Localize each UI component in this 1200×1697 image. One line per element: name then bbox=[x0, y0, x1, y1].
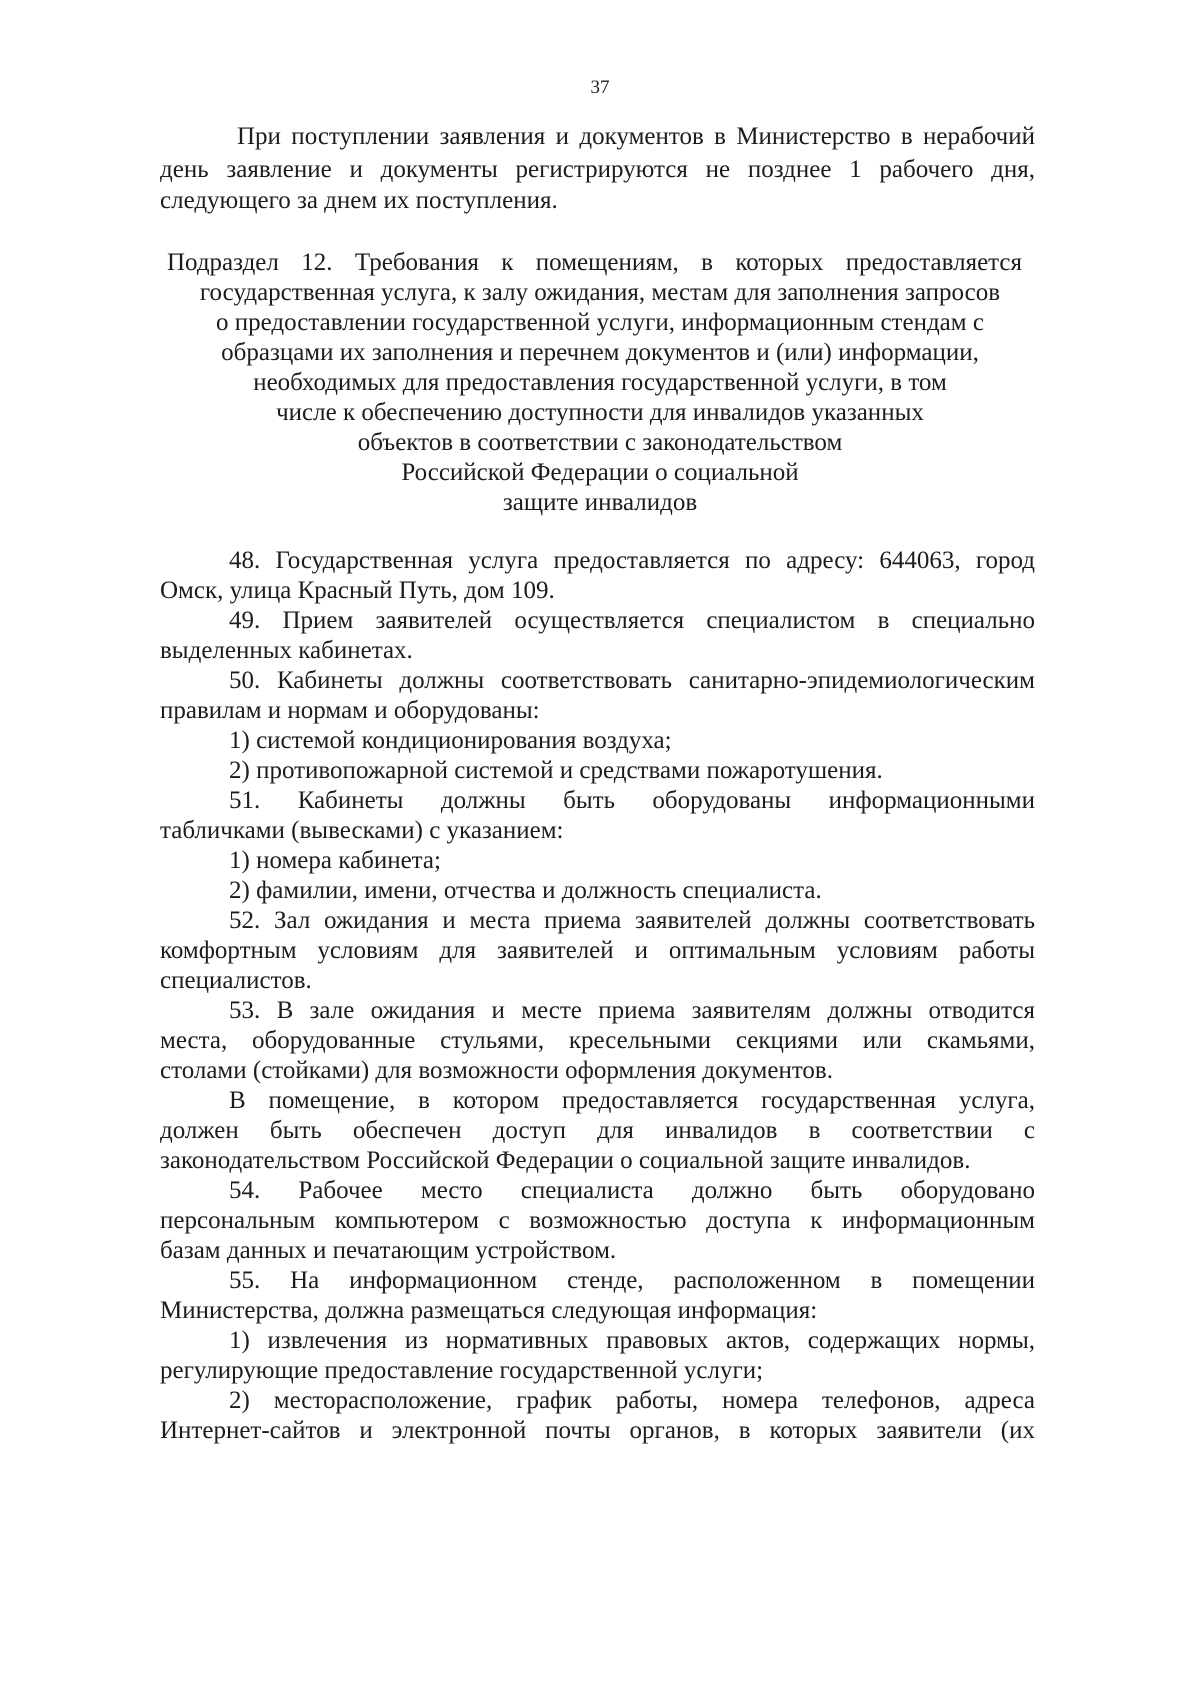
body-line-27: 1) извлечения из нормативных правовых актов, содержащих нормы, bbox=[229, 1327, 1035, 1354]
intro-line-1: При поступлении заявления и документов в Министерство в нерабочий bbox=[237, 123, 1035, 150]
body-line-28: регулирующие предоставление государственной услуги; bbox=[160, 1357, 764, 1384]
heading-line-1: Подраздел 12. Требования к помещениям, в которых предоставляется bbox=[167, 249, 1022, 276]
body-line-14: комфортным условиям для заявителей и оптимальным условиям работы bbox=[160, 937, 1035, 964]
body-line-6: правилам и нормам и оборудованы: bbox=[160, 697, 540, 724]
heading-line-8: Российской Федерации о социальной bbox=[401, 459, 799, 486]
body-line-3: 49. Прием заявителей осуществляется специалистом в специально bbox=[229, 607, 1035, 634]
heading-line-2: государственная услуга, к залу ожидания, местам для заполнения запросов bbox=[199, 279, 1001, 306]
page-number: 37 bbox=[590, 77, 610, 98]
body-line-13: 52. Зал ожидания и места приема заявителей должны соответствовать bbox=[229, 907, 1035, 934]
body-line-9: 51. Кабинеты должны быть оборудованы информационными bbox=[229, 787, 1035, 814]
body-line-20: должен быть обеспечен доступ для инвалидов в соответствии с bbox=[160, 1117, 1035, 1144]
heading-line-6: числе к обеспечению доступности для инвалидов указанных bbox=[276, 399, 924, 426]
intro-line-2: день заявление и документы регистрируются не позднее 1 рабочего дня, bbox=[160, 156, 1035, 183]
body-line-7: 1) системой кондиционирования воздуха; bbox=[229, 727, 672, 754]
body-line-29: 2) месторасположение, график работы, номера телефонов, адреса bbox=[229, 1387, 1035, 1414]
body-line-12: 2) фамилии, имени, отчества и должность специалиста. bbox=[229, 877, 822, 904]
body-line-30: Интернет-сайтов и электронной почты органов, в которых заявители (их bbox=[160, 1417, 1035, 1444]
body-line-8: 2) противопожарной системой и средствами пожаротушения. bbox=[229, 757, 883, 784]
heading-line-7: объектов в соответствии с законодательством bbox=[357, 429, 843, 456]
heading-line-9: защите инвалидов bbox=[502, 489, 698, 516]
body-line-17: места, оборудованные стульями, кресельными секциями или скамьями, bbox=[160, 1027, 1035, 1054]
body-line-25: 55. На информационном стенде, расположенном в помещении bbox=[229, 1267, 1035, 1294]
heading-line-4: образцами их заполнения и перечнем документов и (или) информации, bbox=[221, 339, 979, 366]
body-line-22: 54. Рабочее место специалиста должно быть оборудовано bbox=[229, 1177, 1035, 1204]
body-line-18: столами (стойками) для возможности оформления документов. bbox=[160, 1057, 833, 1084]
body-line-24: базам данных и печатающим устройством. bbox=[160, 1237, 617, 1264]
body-line-2: Омск, улица Красный Путь, дом 109. bbox=[160, 577, 555, 604]
body-line-23: персональным компьютером с возможностью доступа к информационным bbox=[160, 1207, 1035, 1234]
body-line-19: В помещение, в котором предоставляется государственная услуга, bbox=[229, 1087, 1035, 1114]
body-line-4: выделенных кабинетах. bbox=[160, 637, 413, 664]
body-line-15: специалистов. bbox=[160, 967, 312, 994]
body-line-10: табличками (вывесками) с указанием: bbox=[160, 817, 564, 844]
body-line-26: Министерства, должна размещаться следующая информация: bbox=[160, 1297, 818, 1324]
body-line-5: 50. Кабинеты должны соответствовать санитарно-эпидемиологическим bbox=[229, 667, 1035, 694]
body-line-11: 1) номера кабинета; bbox=[229, 847, 441, 874]
heading-line-5: необходимых для предоставления государственной услуги, в том bbox=[253, 369, 947, 396]
intro-line-3: следующего за днем их поступления. bbox=[160, 187, 558, 214]
heading-line-3: о предоставлении государственной услуги, информационным стендам с bbox=[216, 309, 984, 336]
body-line-16: 53. В зале ожидания и месте приема заявителям должны отводится bbox=[229, 997, 1035, 1024]
body-line-21: законодательством Российской Федерации о социальной защите инвалидов. bbox=[160, 1147, 971, 1174]
body-line-1: 48. Государственная услуга предоставляется по адресу: 644063, город bbox=[229, 547, 1035, 574]
